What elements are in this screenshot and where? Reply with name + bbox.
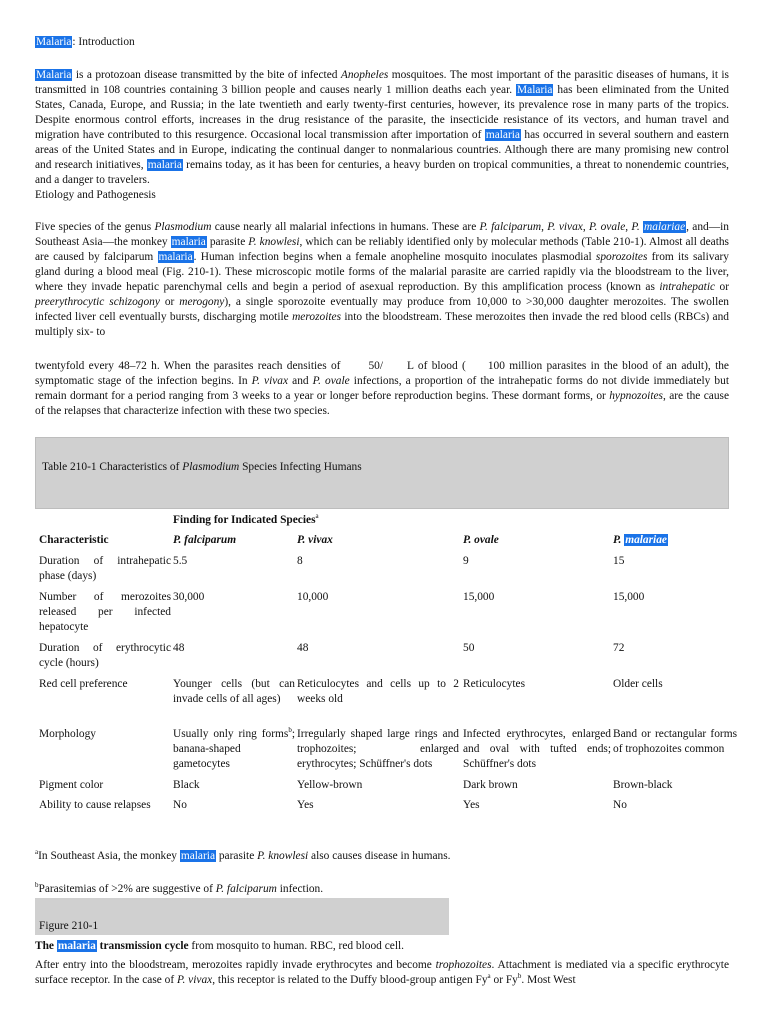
footnote-b: $^b$Parasitemias of >2% are suggestive of P. falciparum infection.: [35, 881, 324, 895]
search-highlight: Malaria: [517, 84, 553, 96]
search-highlight: malariae: [625, 534, 667, 546]
invasion-paragraph: After entry into the bloodstream, merozoites rapidly invade erythrocytes and become trophozoites. Attachment is mediated via a specific erythrocyte surface receptor. In the case of P. vivax, this receptor is related to the Duffy blood-group antigen Fy$^a$ or Fy$^b$. Most West: [35, 959, 729, 986]
figure-label: Figure 210-1: [39, 920, 99, 932]
search-highlight: Malaria: [36, 69, 72, 81]
search-highlight: malaria: [158, 251, 193, 263]
figure-label-box: [35, 898, 449, 935]
intro-paragraph: Malaria is a protozoan disease transmitted by the bite of infected Anopheles mosquitoes. The most important of the parasitic diseases of humans, it is transmitted in 108 countries containing 3 billion people and causes nearly 1 million deaths each year. Malaria has been eliminated from the United States, Canada, Europe, and Russia; in the late twentieth and early twenty-first centuries, however, its prevalence rose in many parts of the tropics. Despite enormous control efforts, increases in the drug resistance of the parasite, the insecticide resistance of its vectors, and human travel and migration have contributed to this resurgence. Occasional local transmission after importation of malaria has occurred in several southern and eastern areas of the United States and in Europe, indicating the continual danger to nonmalarious countries. Although there are many promising new control and research initiatives, malaria remains today, as it has been for centuries, a heavy burden on tropical communities, a threat to nonendemic countries, and a danger to travelers. Etiology and Pathogenesis: [35, 69, 729, 201]
search-highlight: malaria: [180, 850, 215, 862]
search-highlight: malaria: [147, 159, 182, 171]
search-highlight: Malaria: [36, 36, 72, 48]
search-highlight: malariae: [644, 221, 686, 233]
section-heading: Malaria: Introduction: [36, 36, 135, 48]
parasitemia-paragraph: twentyfold every 48–72 h. When the parasites reach densities of 50/ L of blood ( 100 million parasites in the blood of an adult), the symptomatic stage of the infection begins. In P. vivax and P. ovale infections, a proportion of the intrahepatic forms do not divide immediately but remain dormant for a period ranging from 3 weeks to a year or longer before reproduction begins. These dormant forms, or hypnozoites, are the cause of the relapses that characterize infection with these two species.: [35, 360, 729, 417]
section-title: Etiology and Pathogenesis: [35, 189, 156, 201]
search-highlight: malaria: [171, 236, 206, 248]
search-highlight: malaria: [57, 940, 96, 952]
footnote-a: $^a$In Southeast Asia, the monkey malaria parasite P. knowlesi also causes disease in humans.: [35, 848, 451, 862]
table-caption-box: [35, 437, 729, 509]
search-highlight: malaria: [485, 129, 520, 141]
etiology-paragraph: Five species of the genus Plasmodium cause nearly all malarial infections in humans. These are P. falciparum, P. vivax, P. ovale, P. malariae, and—in Southeast Asia—the monkey malaria parasite P. knowlesi, which can be reliably identified only by molecular methods (Table 210-1). Almost all deaths are caused by falciparum malaria. Human infection begins when a female anopheline mosquito inoculates plasmodial sporozoites from its salivary gland during a blood meal (Fig. 210-1). These microscopic motile forms of the malarial parasite are carried rapidly via the bloodstream to the liver, where they invade hepatic parenchymal cells and begin a period of asexual reproduction. By this amplification process (known as intrahepatic or preerythrocytic schizogony or merogony), a single sporozoite eventually may produce from 10,000 to >30,000 daughter merozoites. The swollen infected liver cell eventually bursts, discharging motile merozoites into the bloodstream. These merozoites then invade the red blood cells (RBCs) and multiply six- to: [35, 221, 730, 338]
table-caption: Table 210-1 Characteristics of Plasmodium Species Infecting Humans: [42, 461, 362, 473]
figure-title: The malaria transmission cycle from mosquito to human. RBC, red blood cell.: [35, 940, 405, 952]
